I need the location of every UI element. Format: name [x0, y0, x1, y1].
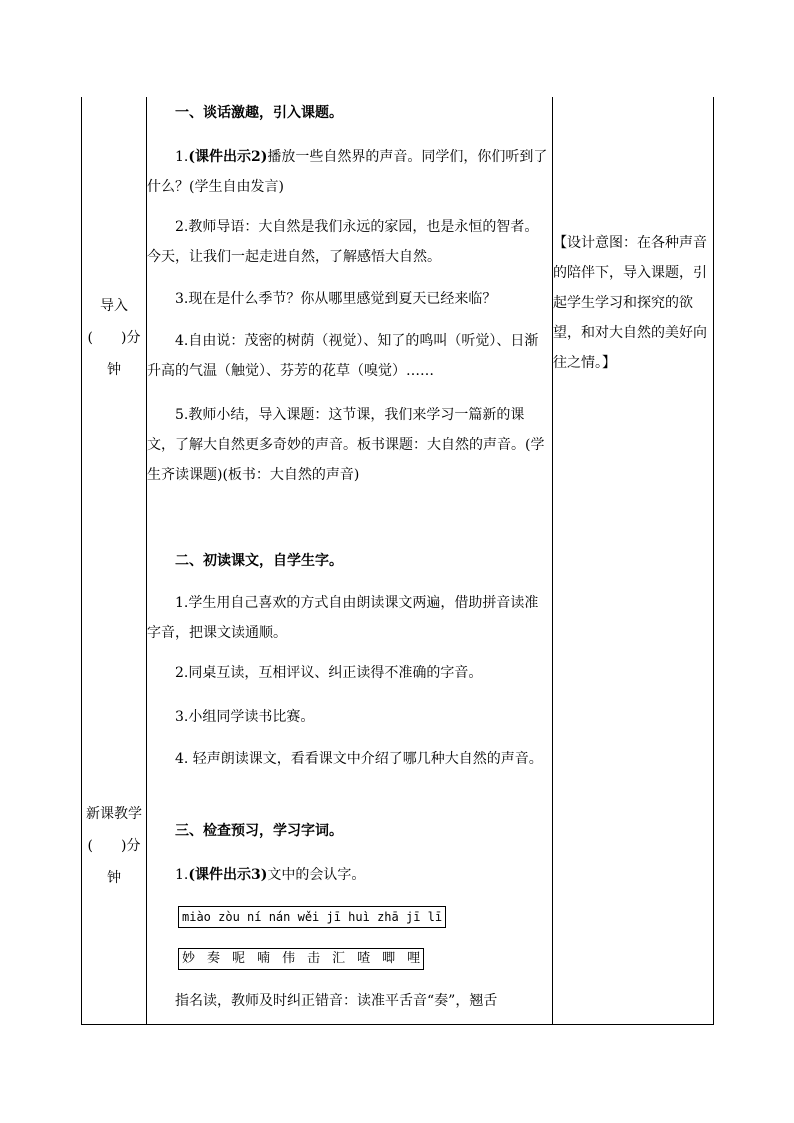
stage-name: 导入: [100, 298, 128, 314]
paragraph-number: 1.: [175, 149, 189, 165]
courseware-cue: (课件出示3): [188, 867, 268, 883]
paragraph: [147, 702, 551, 732]
paragraph-text: 播放一些自然界的声音。同学们，你们听到了什么？(学生自由发言): [147, 149, 548, 195]
character: 伟: [282, 951, 296, 966]
paragraph: [147, 326, 551, 386]
paragraph-text: 指名读，教师及时纠正错音：读准平舌音“奏”，翘舌: [175, 993, 498, 1009]
character: 汇: [332, 951, 346, 966]
paragraph-text: 教师导语：大自然是我们永远的家园，也是永恒的智者。今天，让我们一起走进自然，了解感悟大自然。: [147, 219, 539, 265]
paragraph-number: 1.: [175, 595, 189, 611]
character: 击: [307, 951, 321, 966]
paragraph-number: 2.: [175, 665, 189, 681]
character: 奏: [207, 951, 221, 966]
paragraph-text: 现在是什么季节？你从哪里感觉到夏天已经来临？: [188, 291, 497, 307]
courseware-cue: (课件出示2): [188, 149, 268, 165]
stage-unit: 钟: [107, 362, 121, 378]
stage-time: ( )分: [87, 330, 141, 346]
paragraph-number: 5.: [175, 407, 189, 423]
table-right-border: [713, 97, 714, 1025]
paragraph: [147, 744, 551, 774]
paragraph-number: 2.: [175, 219, 189, 235]
stage-time: ( )分: [87, 838, 141, 854]
paragraph: [147, 658, 551, 688]
section-heading: 三、检查预习，学习字词。: [175, 823, 343, 839]
stage-name: 新课教学: [86, 806, 142, 822]
character: 喳: [357, 951, 371, 966]
paragraph-text: 轻声朗读课文，看看课文中介绍了哪几种大自然的声音。: [188, 751, 543, 767]
paragraph-number: 3.: [175, 709, 189, 725]
paragraph-text: 小组同学读书比赛。: [188, 709, 315, 725]
paragraph-number: 4.: [175, 333, 189, 349]
pinyin-box: miào zòu ní nán wěi jī huì zhā jī lī: [178, 906, 446, 928]
paragraph: [147, 588, 551, 648]
characters-box: [178, 948, 424, 970]
paragraph: [147, 284, 551, 314]
paragraph: [147, 142, 551, 202]
character: 呢: [232, 951, 246, 966]
paragraph: [147, 212, 551, 272]
paragraph-number: 4.: [175, 751, 189, 767]
stage-label-new-lesson: [82, 798, 146, 894]
paragraph-number: 1.: [175, 867, 189, 883]
paragraph: [147, 860, 551, 890]
paragraph-text: 教师小结，导入课题：这节课，我们来学习一篇新的课文，了解大自然更多奇妙的声音。板书课题：大自然的声音。(学生齐读课题)(板书：大自然的声音): [147, 407, 545, 483]
paragraph-text: 文中的会认字。: [267, 867, 366, 883]
table-bottom-border: [81, 1024, 714, 1025]
paragraph: [147, 986, 551, 1016]
paragraph-number: 3.: [175, 291, 189, 307]
character: 喃: [257, 951, 271, 966]
paragraph-text: 同桌互读，互相评议、纠正读得不准确的字音。: [188, 665, 483, 681]
character: 唧: [382, 951, 396, 966]
section-heading: 一、谈话激趣，引入课题。: [175, 105, 343, 121]
section-heading: 二、初读课文，自学生字。: [175, 553, 343, 569]
character: 妙: [182, 951, 196, 966]
paragraph-text: 学生用自己喜欢的方式自由朗读课文两遍，借助拼音读准字音，把课文读通顺。: [147, 595, 539, 641]
stage-label-intro: [82, 290, 146, 386]
design-intent-note: 【设计意图：在各种声音的陪伴下，导入课题，引起学生学习和探究的欲望，和对大自然的美好向往之情。】: [553, 235, 707, 371]
character: 哩: [407, 951, 421, 966]
stage-unit: 钟: [107, 870, 121, 886]
paragraph-text: 自由说：茂密的树荫（视觉）、知了的鸣叫（听觉）、日渐升高的气温（触觉）、芬芳的花草（嗅觉）……: [147, 333, 539, 379]
paragraph: [147, 400, 551, 490]
